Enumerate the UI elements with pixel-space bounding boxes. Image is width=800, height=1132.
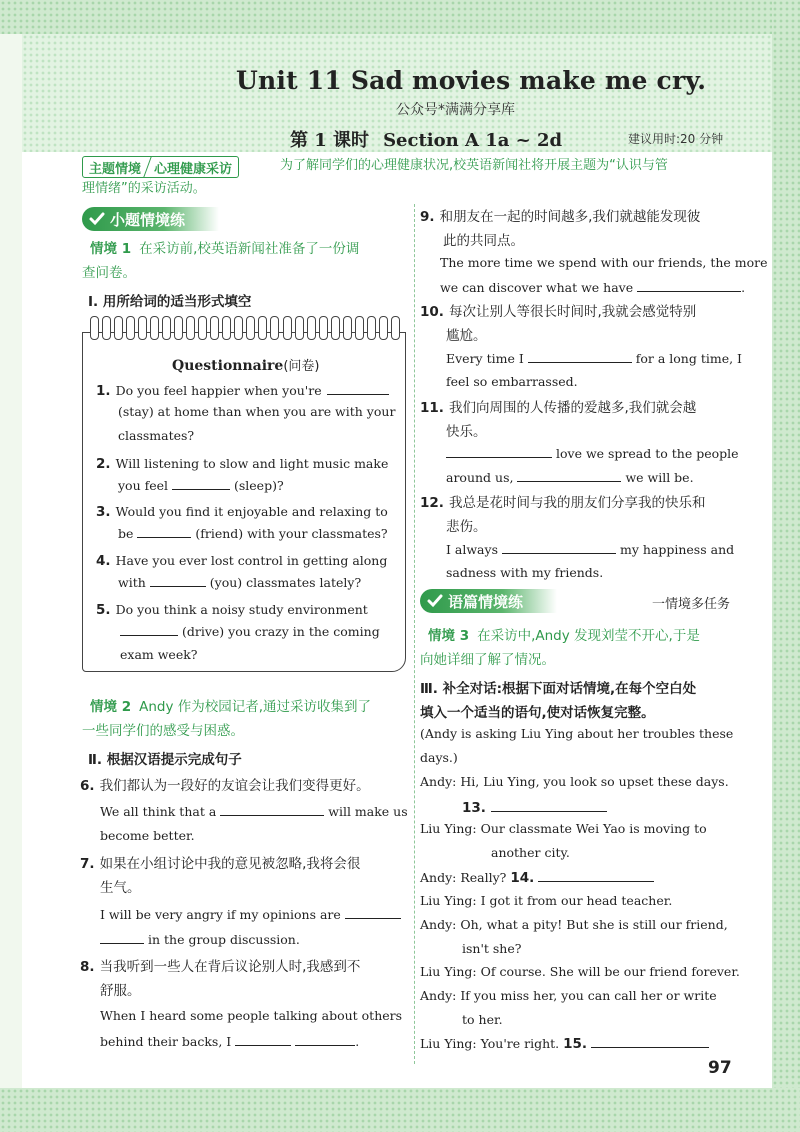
sentence-12-zh: 12. 我总是花时间与我的朋友们分享我的快乐和 — [420, 495, 706, 511]
question-4-line2: with (you) classmates lately? — [118, 575, 362, 590]
dialogue-line-8: Liu Ying: You're right. 15. — [420, 1035, 709, 1052]
sentence-12-en-line2: sadness with my friends. — [446, 565, 604, 580]
sentence-7-en-line2: in the group discussion. — [100, 931, 300, 947]
multi-task-label: 一情境多任务 — [652, 597, 731, 612]
question-2-line2: you feel (sleep)? — [118, 478, 284, 493]
sentence-10-zh-line2: 尴尬。 — [446, 328, 487, 344]
task3-heading-line2: 填入一个适当的语句,使对话恢复完整。 — [420, 705, 655, 721]
section-label-passage-tasks — [420, 589, 557, 613]
theme-text-line1: 为了解同学们的心理健康状况,校英语新闻社将开展主题为“认识与管 — [280, 158, 668, 173]
sentence-10-en: Every time I for a long time, I — [446, 351, 742, 366]
scene1-line2: 查问卷。 — [82, 265, 136, 281]
top-border-band — [0, 0, 800, 34]
task2-heading: Ⅱ. 根据汉语提示完成句子 — [88, 752, 242, 768]
page-number: 97 — [708, 1058, 732, 1078]
blank-2[interactable] — [172, 477, 230, 490]
question-1-line2: (stay) at home than when you are with your — [118, 404, 396, 419]
sentence-8-zh: 8. 当我听到一些人在背后议论别人时,我感到不 — [80, 959, 361, 975]
theme-tag — [82, 156, 239, 178]
dialogue-line-3: Andy: Really? 14. — [420, 869, 654, 886]
question-1: 1. Do you feel happier when you're — [96, 380, 389, 399]
question-3-line2: be (friend) with your classmates? — [118, 526, 388, 541]
theme-text-line2: 理情绪”的采访活动。 — [82, 181, 206, 196]
questionnaire-title: Questionnaire(问卷) — [172, 358, 320, 374]
question-5: 5. Do you think a noisy study environment — [96, 602, 368, 618]
sentence-9-zh: 9. 和朋友在一起的时间越多,我们就越能发现彼 — [420, 209, 701, 225]
sentence-11-en: love we spread to the people — [446, 445, 739, 461]
sentence-9-zh-line2: 此的共同点。 — [443, 233, 524, 249]
sentence-11-zh: 11. 我们向周围的人传播的爱越多,我们就会越 — [420, 400, 697, 416]
blank-8a[interactable] — [235, 1033, 291, 1046]
dialogue-intro-line2: days.) — [420, 750, 458, 765]
right-border-band — [772, 0, 800, 1132]
blank-7a[interactable] — [345, 906, 401, 919]
theme-tag-topic: 心理健康采访 — [154, 161, 233, 177]
blank-6[interactable] — [220, 803, 324, 816]
sentence-6-zh: 6. 我们都认为一段好的友谊会让我们变得更好。 — [80, 778, 370, 794]
wechat-label: 公众号*满满分享库 — [396, 102, 515, 118]
notebook-spiral — [90, 316, 400, 340]
blank-13[interactable] — [491, 799, 607, 812]
dialogue-line-1: Andy: Hi, Liu Ying, you look so upset these days. — [420, 774, 729, 789]
bottom-border-band — [0, 1088, 800, 1132]
sentence-8-zh-line2: 舒服。 — [100, 983, 141, 999]
blank-11a[interactable] — [446, 445, 552, 458]
question-5-line3: exam week? — [120, 647, 198, 662]
blank-10[interactable] — [528, 350, 632, 363]
dialogue-line-5b: isn't she? — [462, 941, 522, 956]
blank-15[interactable] — [591, 1035, 709, 1048]
blank-11b[interactable] — [517, 469, 621, 482]
sentence-7-zh: 7. 如果在小组讨论中我的意见被忽略,我将会很 — [80, 856, 361, 872]
blank-14[interactable] — [538, 869, 654, 882]
blank-8b[interactable] — [295, 1033, 355, 1046]
blank-3[interactable] — [137, 525, 191, 538]
dialogue-line-2: Liu Ying: Our classmate Wei Yao is moving to — [420, 821, 707, 836]
dialogue-blank-13: 13. — [462, 797, 607, 816]
blank-12[interactable] — [502, 541, 616, 554]
scene1-label: 情境 1 — [90, 241, 132, 257]
scene3-label: 情境 3 — [428, 628, 470, 644]
check-icon — [88, 210, 106, 228]
sentence-6-en: We all think that a will make us — [100, 804, 408, 819]
sentence-9-en-line2: we can discover what we have . — [440, 280, 746, 295]
suggested-time: 建议用时:20 分钟 — [628, 132, 724, 146]
blank-5[interactable] — [120, 623, 178, 636]
sentence-10-en-line2: feel so embarrassed. — [446, 374, 578, 389]
blank-1[interactable] — [327, 382, 389, 395]
sentence-12-en: I always my happiness and — [446, 542, 735, 557]
scene2-line2: 一些同学们的感受与困惑。 — [82, 723, 244, 739]
sentence-10-zh: 10. 每次让别人等很长时间时,我就会感觉特别 — [420, 304, 697, 320]
column-divider — [414, 204, 415, 1064]
dialogue-line-7: Andy: If you miss her, you can call her or write — [420, 988, 717, 1003]
sentence-12-zh-line2: 悲伤。 — [446, 519, 487, 535]
blank-9[interactable] — [637, 279, 741, 292]
dialogue-line-5: Andy: Oh, what a pity! But she is still our friend, — [420, 917, 728, 932]
dialogue-line-6: Liu Ying: Of course. She will be our friend forever. — [420, 964, 740, 979]
unit-title: Unit 11 Sad movies make me cry. — [236, 66, 707, 95]
task3-heading-line1: Ⅲ. 补全对话:根据下面对话情境,在每个空白处 — [420, 681, 697, 697]
question-1-line3: classmates? — [118, 428, 195, 443]
scene3-line1: 情境 3 在采访中,Andy 发现刘莹不开心,于是 — [428, 628, 700, 644]
dialogue-line-7b: to her. — [462, 1012, 503, 1027]
scene2-label: 情境 2 — [90, 699, 132, 715]
theme-tag-label: 主题情境 — [89, 161, 142, 177]
blank-7b[interactable] — [100, 931, 144, 944]
scene3-line2: 向她详细了解了情况。 — [420, 652, 555, 668]
scene2-line1: 情境 2 Andy 作为校园记者,通过采访收集到了 — [90, 699, 372, 715]
sentence-11-en-line2: around us, we will be. — [446, 470, 694, 485]
scene1-line1: 情境 1 在采访前,校英语新闻社准备了一份调 — [90, 241, 360, 257]
blank-4[interactable] — [150, 574, 206, 587]
task1-heading: Ⅰ. 用所给词的适当形式填空 — [88, 294, 252, 310]
dialogue-line-4: Liu Ying: I got it from our head teacher. — [420, 893, 673, 908]
sentence-9-en: The more time we spend with our friends, the more — [440, 255, 768, 270]
check-icon — [426, 592, 444, 610]
lesson-number: 第 1 课时 — [290, 130, 370, 151]
dialogue-intro: (Andy is asking Liu Ying about her troubles these — [420, 726, 734, 741]
question-3: 3. Would you find it enjoyable and relaxing to — [96, 504, 388, 520]
sentence-11-zh-line2: 快乐。 — [446, 424, 487, 440]
section-label-text: 语篇情境练 — [448, 592, 524, 611]
section-range: Section A 1a ~ 2d — [383, 130, 563, 151]
question-4: 4. Have you ever lost control in getting along — [96, 553, 388, 569]
sentence-8-en-line2: behind their backs, I . — [100, 1034, 360, 1049]
question-5-line2: (drive) you crazy in the coming — [120, 623, 380, 639]
sentence-7-en: I will be very angry if my opinions are — [100, 906, 401, 922]
sentence-6-en-line2: become better. — [100, 828, 195, 843]
question-2: 2. Will listening to slow and light music make — [96, 456, 389, 472]
section-label-small-tasks — [82, 207, 219, 231]
dialogue-line-2b: another city. — [491, 845, 570, 860]
lesson-title — [290, 126, 562, 152]
sentence-8-en: When I heard some people talking about others — [100, 1008, 403, 1023]
sentence-7-zh-line2: 生气。 — [100, 880, 141, 896]
section-label-text: 小题情境练 — [110, 210, 186, 229]
